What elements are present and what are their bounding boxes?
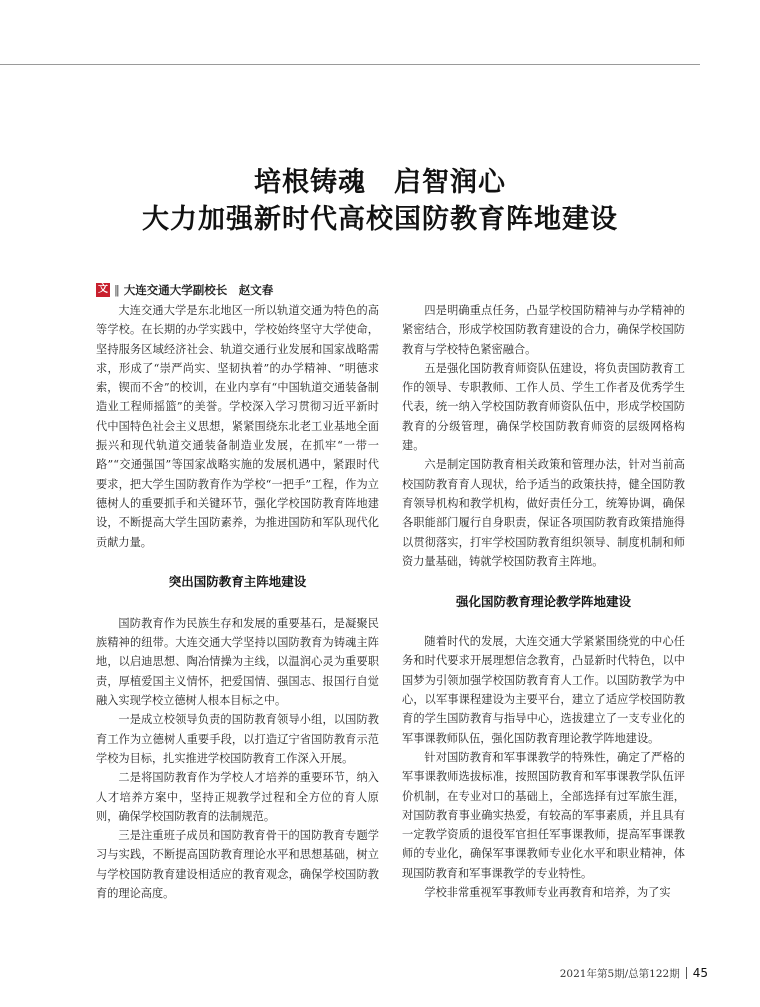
paragraph: 学校非常重视军事教师专业再教育和培养，为了实 [424, 886, 671, 900]
page-footer [560, 963, 708, 983]
page-number: 45 [692, 966, 708, 980]
paragraph: 三是注重班子成员和国防教育骨干的国防教育专题学习与实践，不断提高国防教育理论水平和思想基础，树立与学校国防教育建设相适应的教育观念，确保学校国防教育的理论高度。 [96, 829, 379, 901]
paragraph: 六是制定国防教育相关政策和管理办法，针对当前高校国防教育育人现状，给予适当的政策扶持，健全国防教育领导机构和教学机构，做好责任分工，统筹协调，确保各职能部门履行自身职责，保证各项国防教育政策措施得以贯彻落实，打牢学校国防教育组织领导、制度机制和师资力量基础，铸就学校国防教育主阵地。 [402, 458, 685, 568]
author-badge: 文 [98, 284, 108, 295]
paragraph: 二是将国防教育作为学校人才培养的重要环节，纳入人才培养方案中，坚持正规教学过程和全方位的育人原则，确保学校国防教育的法制规范。 [96, 771, 379, 823]
paragraph: 国防教育作为民族生存和发展的重要基石，是凝聚民族精神的纽带。大连交通大学坚持以国防教育为铸魂主阵地，以启迪思想、陶冶情操为主线，以温润心灵为重要职责，厚植爱国主义情怀，把爱国情、强国志、报国行自觉融入实现学校立德树人根本目标之中。 [96, 616, 379, 708]
byline [96, 282, 273, 298]
footer-divider [686, 967, 687, 979]
paragraph: 一是成立校领导负责的国防教育领导小组，以国防教育工作为立德树人重要手段，以打造辽宁省国防教育示范学校为目标，扎实推进学校国防教育工作深入开展。 [96, 713, 379, 765]
paragraph: 四是明确重点任务，凸显学校国防精神与办学精神的紧密结合，形成学校国防教育建设的合力，确保学校国防教育与学校特色紧密融合。 [402, 304, 685, 356]
paragraph: 大连交通大学是东北地区一所以轨道交通为特色的高等学校。在长期的办学实践中，学校始终坚守大学使命，坚持服务区域经济社会、轨道交通行业发展和国家战略需求，形成了“崇严尚实、坚韧执着”的办学精神、“明德求索，锲而不舍”的校训，在业内享有“中国轨道交通装备制造业工程师摇篮”的美誉。学校深入学习贯彻习近平新时代中国特色社会主义思想，紧紧围绕东北老工业基地全面振兴和现代轨道交通装备制造业发展，在抓牢“一带一路”“交通强国”等国家战略实施的发展机遇中，紧跟时代要求，把大学生国防教育作为学校“一把手”工程，作为立德树人的重要抓手和关键环节，强化学校国防教育阵地建设，不断提高大学生国防素养，为推进国防和军队现代化贡献力量。 [96, 304, 379, 549]
article-title-line-2: 大力加强新时代高校国防教育阵地建设 [142, 204, 618, 235]
issue-info: 2021年第5期/总第122期 [559, 967, 680, 980]
section-heading: 突出国防教育主阵地建设 [168, 573, 307, 589]
right-column [402, 301, 685, 902]
left-column [96, 301, 379, 903]
paragraph: 随着时代的发展，大连交通大学紧紧围绕党的中心任务和时代要求开展理想信念教育，凸显新时代特色，以中国梦为引领加强学校国防教育育人工作。以国防教学为中心，以军事课程建设为主要平台，建立了适应学校国防教育的学生国防教育与指导中心，选拔建立了一支专业化的军事课教师队伍，强化国防教育理论教学阵地建设。 [402, 635, 685, 745]
byline-separator: || [114, 283, 118, 297]
paragraph: 五是强化国防教育师资队伍建设，将负责国防教育工作的领导、专职教师、工作人员、学生工作者及优秀学生代表，统一纳入学校国防教育师资队伍中，形成学校国防教育的分级管理，确保学校国防教育师资的层级网格构建。 [402, 361, 685, 453]
article-title-line-1: 培根铸魂 启智润心 [254, 167, 506, 198]
header-rule [0, 64, 700, 65]
paragraph: 针对国防教育和军事课教学的特殊性，确定了严格的军事课教师选拔标准，按照国防教育和军事课教学队伍评价机制，在专业对口的基础上，全部选择有过军旅生涯，对国防教育事业确实热爱，有较高的军事素质，并且具有一定教学资质的退役军官担任军事课教师，提高军事课教师的专业化，确保军事课教师专业化水平和职业精神，体现国防教育和军事课教学的专业特性。 [402, 750, 685, 880]
section-heading: 强化国防教育理论教学阵地建设 [455, 594, 631, 610]
author-name: 大连交通大学副校长 赵文春 [123, 283, 274, 297]
